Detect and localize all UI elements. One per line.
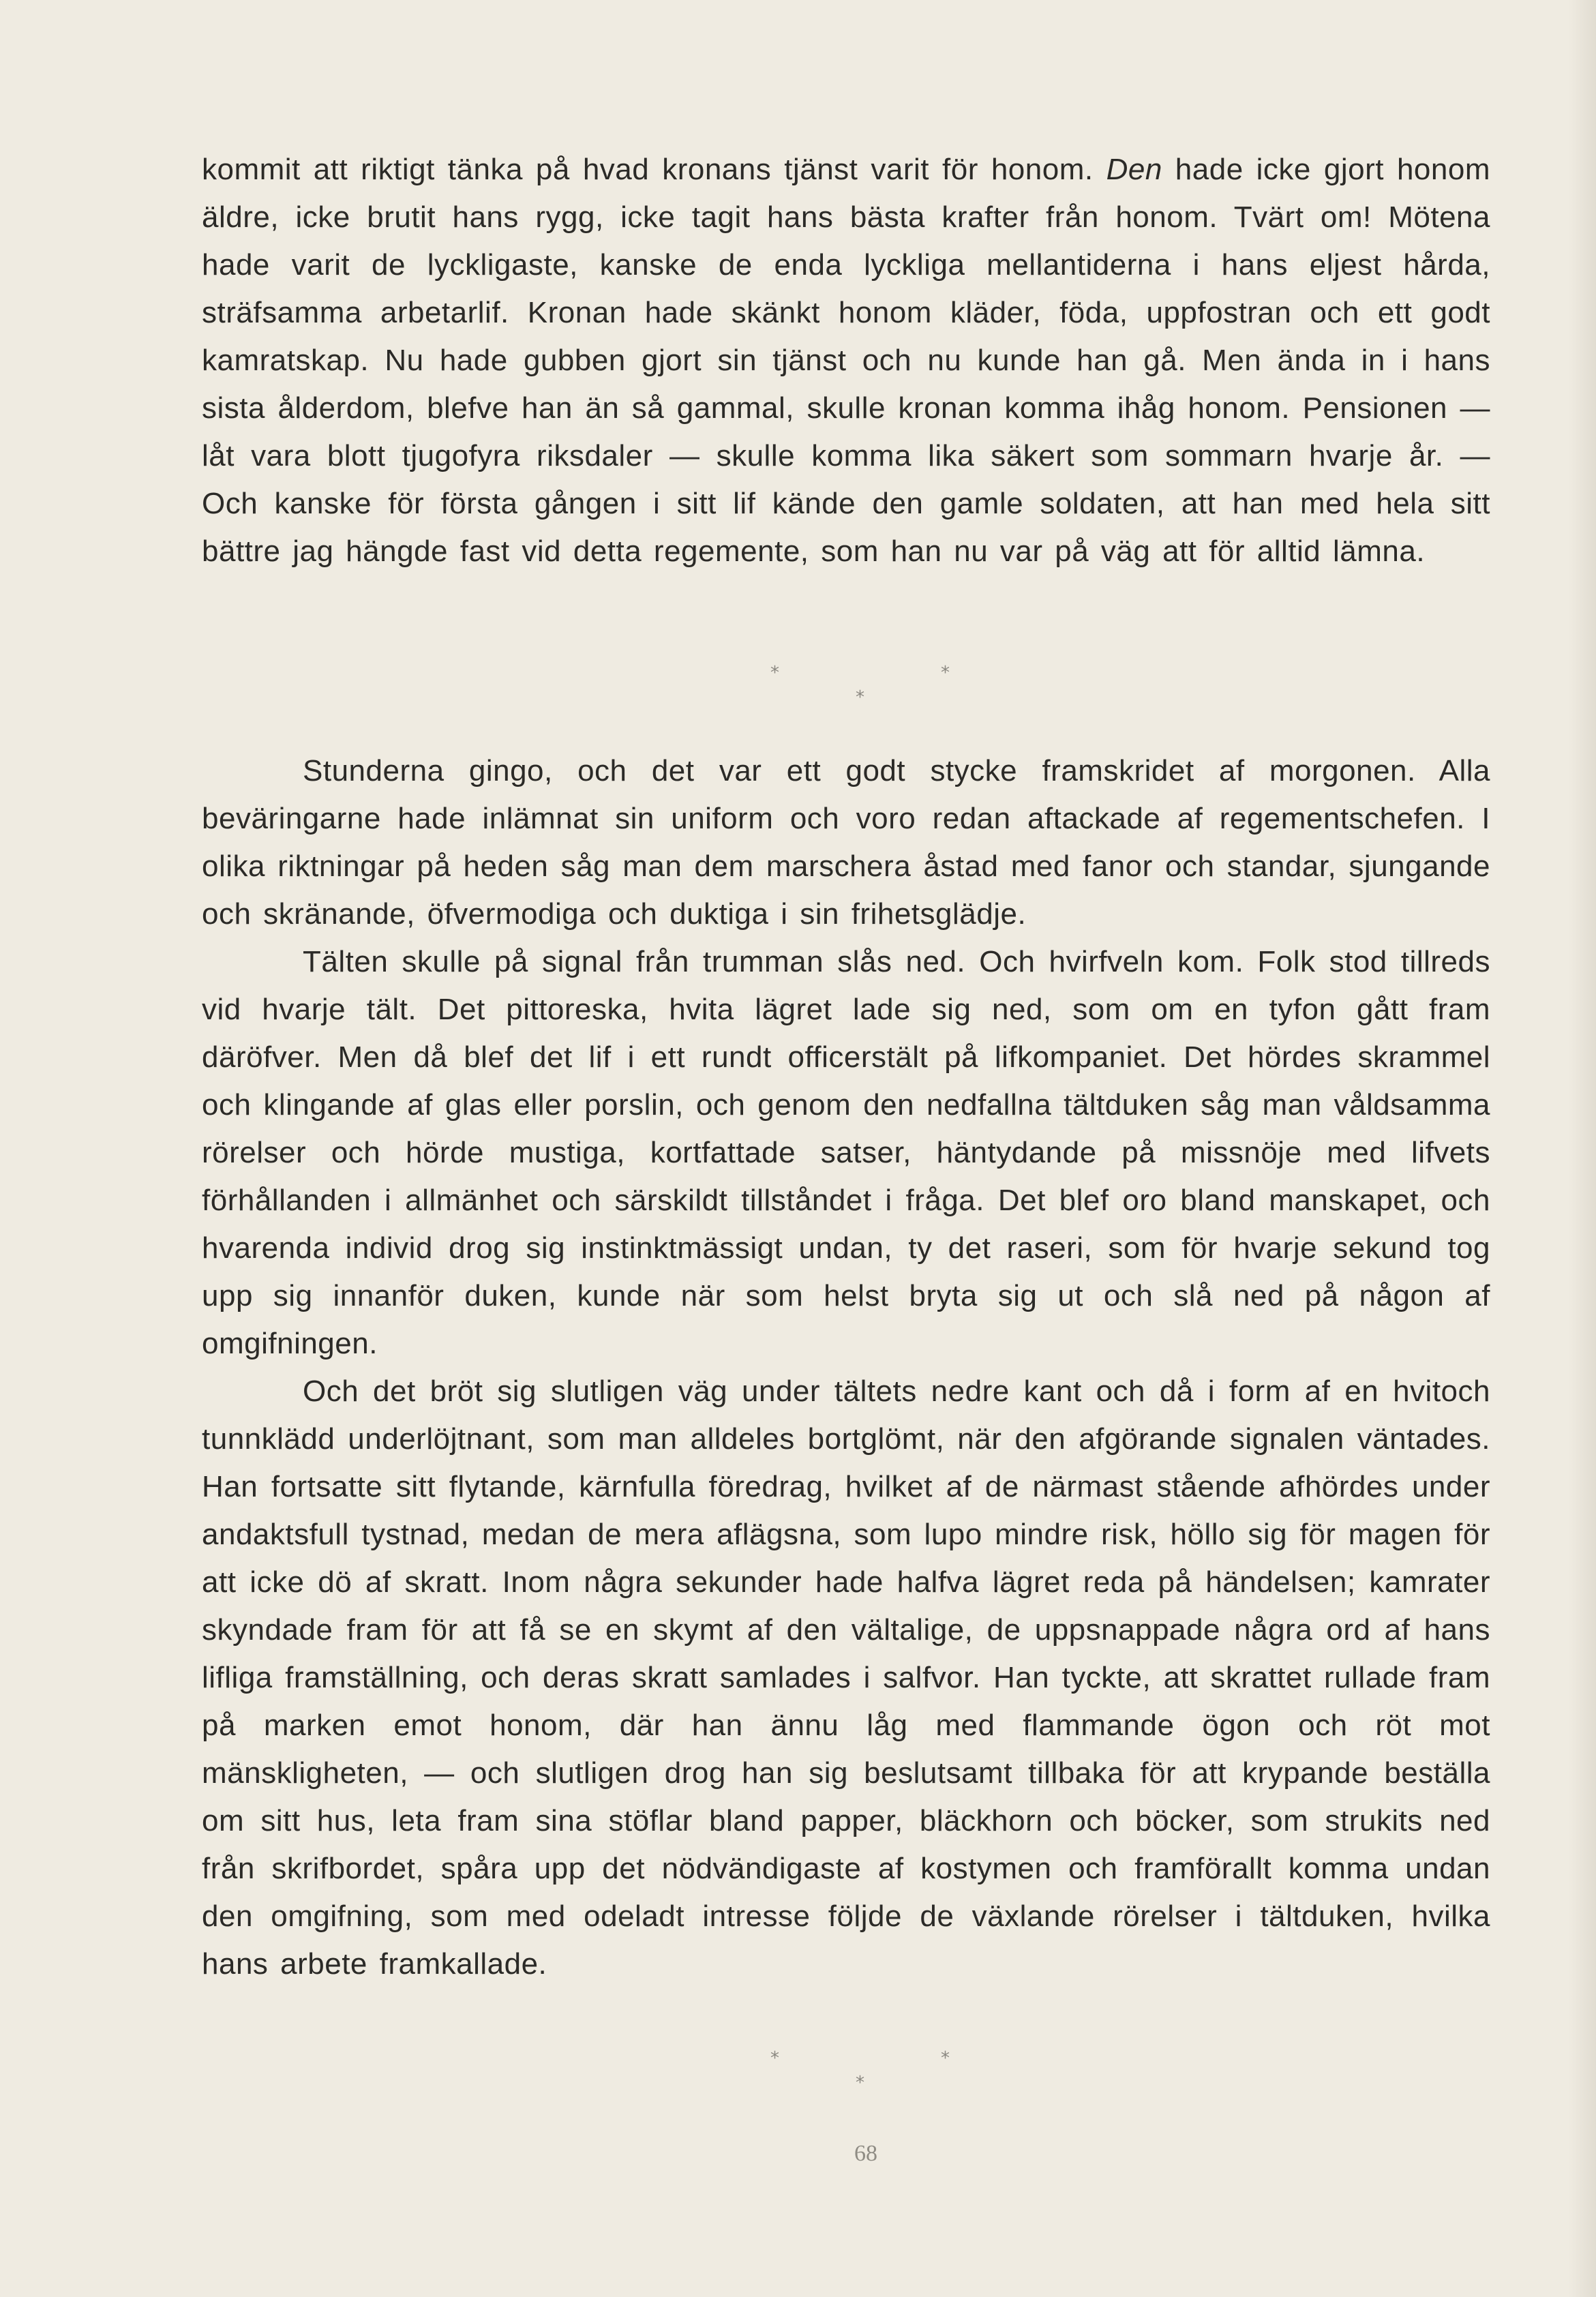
page-number: 68	[854, 2141, 877, 2166]
top-text-block	[202, 146, 1490, 575]
paragraph-2: Stunderna gingo, och det var ett godt stycke framskridet af morgonen. Alla beväringarne hade inlämnat sin uniform och voro redan aftackade af regementschefen. I olika riktningar på heden såg man dem marschera åstad med fanor och standar, sjungande och skränande, öfvermodiga och duktiga i sin frihetsglädje.	[202, 754, 1490, 931]
middle-text-block	[202, 747, 1490, 1988]
p1-italic-word: Den	[1106, 153, 1162, 186]
p1-segment-1: kommit att riktigt tänka på hvad kronans tjänst varit för honom.	[202, 153, 1106, 186]
paragraph-1	[202, 146, 1490, 575]
separator-star-right: *	[941, 663, 950, 683]
paragraph-4: Och det bröt sig slutligen väg under tältets nedre kant och då i form af en hvitoch tunnklädd underlöjtnant, som man alldeles bortglömt, när den afgörande signalen väntades. Han fortsatte sitt flytande, kärnfulla föredrag, hvilket af de närmast stående afhördes under andaktsfull tystnad, medan de mera aflägsna, som lupo mindre risk, höllo sig för magen för att icke dö af skratt. Inom några sekunder hade halfva lägret reda på händelsen; kamrater skyndade fram för att få se en skymt af den vältalige, de uppsnappade några ord af hans lifliga framställning, och deras skratt samlades i salfvor. Han tyckte, att skrattet rullade fram på marken emot honom, där han ännu låg med flammande ögon och röt mot mänskligheten, — och slutligen drog han sig beslutsamt tillbaka för att krypande beställa om sitt hus, leta fram sina stöflar bland papper, bläckhorn och böcker, som strukits ned från skrifbordet, spåra upp det nödvändigaste af kostymen och framförallt komma undan den omgifning, som med odeladt intresse följde de växlande rörelser i tältduken, hvilka hans arbete framkallade.	[202, 1375, 1490, 1981]
paragraph-3: Tälten skulle på signal från trumman slås ned. Och hvirfveln kom. Folk stod tillreds vid hvarje tält. Det pittoreska, hvita lägret lade sig ned, som om en tyfon gått fram däröfver. Men då blef det lif i ett rundt officerstält på lifkompaniet. Det hördes skrammel och klingande af glas eller porslin, och genom den nedfallna tältduken såg man våldsamma rörelser och hörde mustiga, kortfattade satser, häntydande på missnöje med lifvets förhållanden i allmänhet och särskildt tillståndet i fråga. Det blef oro bland manskapet, och hvarenda individ drog sig instinktmässigt undan, ty det raseri, som för hvarje sekund tog upp sig innanför duken, kunde när som helst bryta sig ut och slå ned på någon af omgifningen.	[202, 945, 1490, 1360]
separator-star-right: *	[941, 2048, 950, 2069]
section-separator-2	[743, 2050, 961, 2104]
separator-star-left: *	[770, 2048, 779, 2069]
separator-star-left: *	[770, 663, 779, 683]
separator-star-bottom: *	[856, 687, 864, 708]
page-edge-shadow	[1569, 0, 1596, 2297]
separator-star-bottom: *	[856, 2073, 864, 2093]
p1-segment-3: hade icke gjort honom äldre, icke brutit hans rygg, icke tagit hans bästa krafter från honom. Tvärt om! Mötena hade varit de lyckligaste, kanske de enda lyckliga mellantiderna i hans eljest hårda, sträfsamma arbetarlif. Kronan hade skänkt honom kläder, föda, uppfostran och ett godt kamratskap. Nu hade gubben gjort sin tjänst och nu kunde han gå. Men ända in i hans sista ålderdom, blefve han än så gammal, skulle kronan komma ihåg honom. Pensionen — låt vara blott tjugofyra riksdaler — skulle komma lika säkert som sommarn hvarje år. — Och kanske för första gången i sitt lif kände den gamle soldaten, att han med hela sitt bättre jag hängde fast vid detta regemente, som han nu var på väg att för alltid lämna.	[202, 153, 1490, 568]
section-separator-1	[743, 664, 961, 719]
